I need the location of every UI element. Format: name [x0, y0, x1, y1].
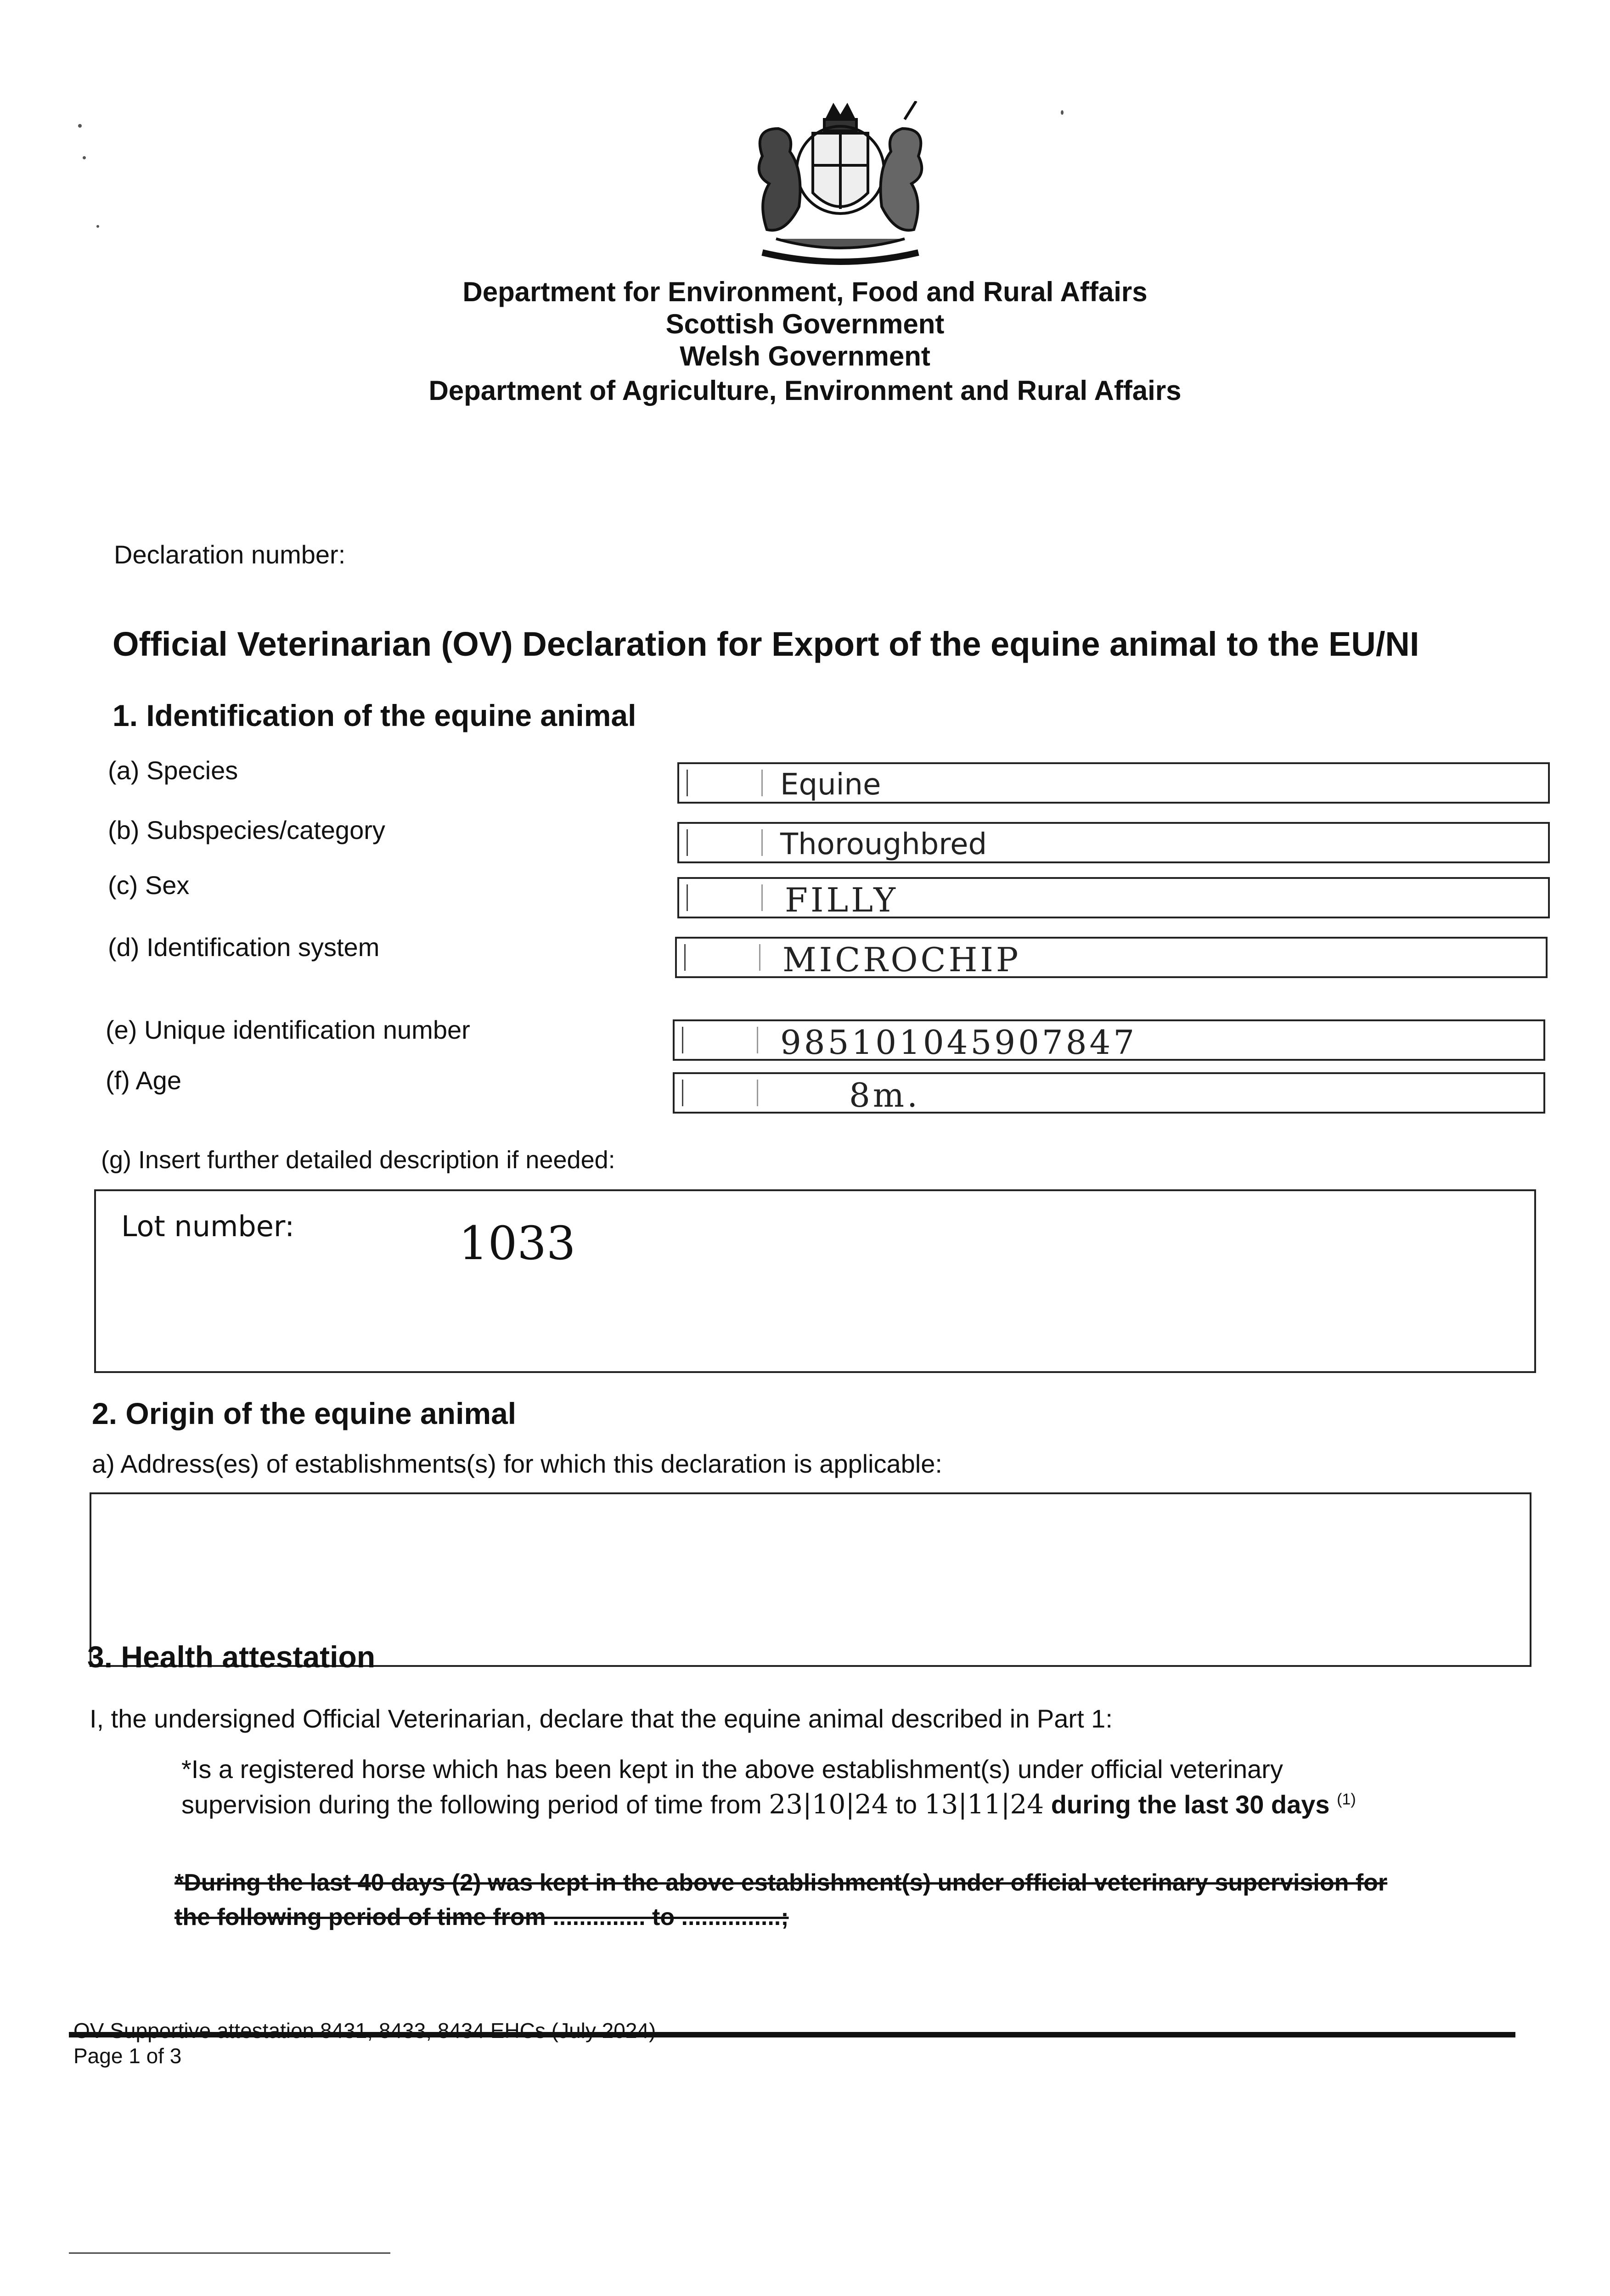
struck-line-1: *During the last 40 days (2) was kept in the above establishment(s) under official veterinary supervision for — [175, 1869, 1388, 1896]
bottom-scan-line — [69, 2252, 390, 2254]
attestation-to: to — [895, 1790, 918, 1819]
age-value: 8m. — [849, 1076, 920, 1114]
attestation-period-text: supervision during the following period of time from — [181, 1790, 762, 1819]
species-label: (a) Species — [108, 756, 238, 785]
age-label: (f) Age — [106, 1066, 181, 1095]
attestation-line-1: *Is a registered horse which has been kept in the above establishment(s) under official veterinary — [181, 1755, 1283, 1784]
footnote-ref: (1) — [1337, 1790, 1356, 1808]
scan-speck — [78, 124, 82, 128]
scan-speck — [1061, 110, 1064, 115]
lot-number-label: Lot number: — [121, 1210, 295, 1243]
lot-number-value: 1033 — [459, 1216, 576, 1270]
declaration-number-label: Declaration number: — [114, 540, 346, 569]
department-name: Department of Agriculture, Environment and Rural Affairs — [428, 375, 1182, 406]
sex-value: FILLY — [785, 881, 898, 919]
section-3-heading: 3. Health attestation — [87, 1640, 376, 1674]
further-description-label: (g) Insert further detailed description if needed: — [101, 1146, 615, 1174]
department-name: Welsh Government — [680, 341, 930, 371]
scan-speck — [96, 225, 99, 228]
sex-label: (c) Sex — [108, 871, 190, 900]
department-name: Department for Environment, Food and Rural Affairs — [462, 276, 1148, 307]
department-name: Scottish Government — [665, 309, 945, 339]
identification-system-value: MICROCHIP — [782, 940, 1021, 979]
page-number: Page 1 of 3 — [73, 2044, 182, 2068]
footer-attestation: OV Supportive attestation 8431, 8433, 8434 EHCs (July 2024) — [73, 2019, 656, 2043]
subspecies-value: Thoroughbred — [780, 827, 987, 861]
unique-id-label: (e) Unique identification number — [106, 1015, 470, 1044]
further-description-box[interactable] — [94, 1189, 1536, 1373]
date-from: 23|10|24 — [769, 1789, 889, 1820]
address-label: a) Address(es) of establishments(s) for which this declaration is applicable: — [92, 1449, 942, 1478]
unique-id-value: 985101045907847 — [780, 1023, 1137, 1062]
identification-system-field[interactable] — [675, 937, 1548, 978]
struck-line-2: the following period of time from .............. to ...............; — [175, 1904, 789, 1930]
date-to: 13|11|24 — [924, 1789, 1044, 1820]
species-value: Equine — [780, 768, 881, 802]
scan-speck — [83, 156, 86, 159]
identification-system-label: (d) Identification system — [108, 933, 380, 962]
subspecies-field[interactable] — [677, 822, 1550, 863]
age-field[interactable] — [673, 1072, 1545, 1114]
sex-field[interactable] — [677, 877, 1550, 918]
section-1-heading: 1. Identification of the equine animal — [113, 698, 636, 732]
section-2-heading: 2. Origin of the equine animal — [92, 1396, 517, 1430]
attestation-intro: I, the undersigned Official Veterinarian, declare that the equine animal described in Part 1: — [90, 1704, 1113, 1733]
species-field[interactable] — [677, 762, 1550, 804]
royal-coat-of-arms-icon — [735, 101, 946, 271]
attestation-line-2 — [181, 1789, 1356, 1820]
attestation-end: during the last 30 days — [1051, 1790, 1330, 1819]
page-title: Official Veterinarian (OV) Declaration for Export of the equine animal to the EU/NI — [113, 625, 1419, 663]
subspecies-label: (b) Subspecies/category — [108, 816, 385, 844]
unique-id-field[interactable] — [673, 1019, 1545, 1061]
